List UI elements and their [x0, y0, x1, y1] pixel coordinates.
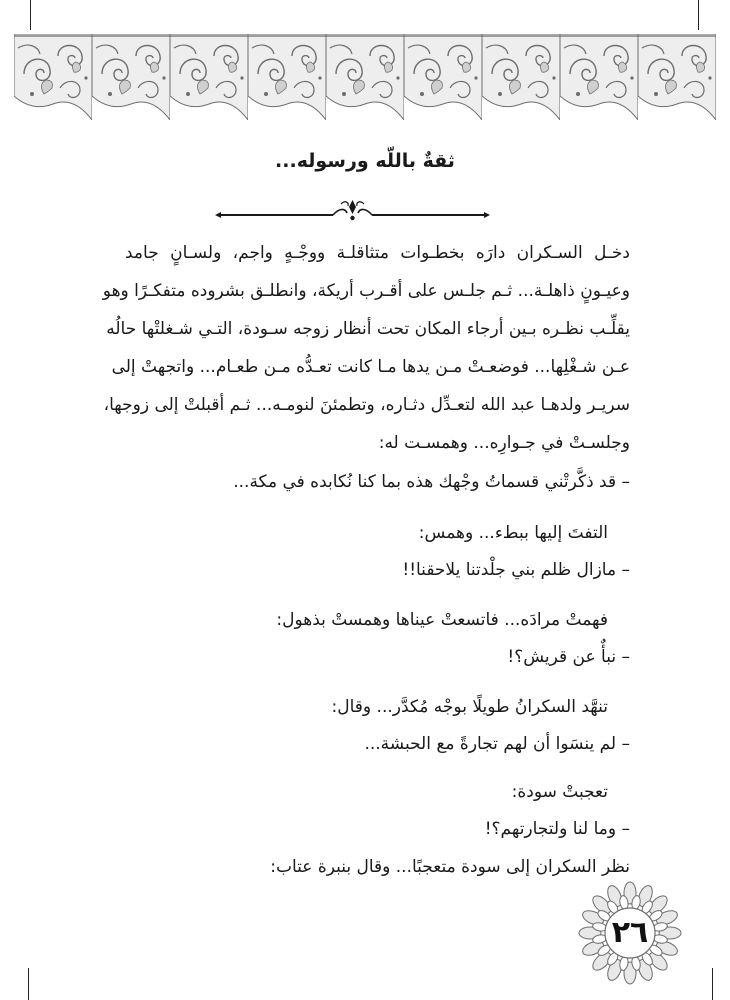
paragraph-line: يقلِّـب نظـره بـين أرجاء المكان تحت أنظار زوجه سـودة، التـي شـغلتْها حالُه	[106, 319, 630, 339]
dialogue-line: – وما لنا ولتجارتهم؟!	[484, 819, 630, 839]
crop-mark-bottom-left	[28, 968, 29, 1000]
paragraph-line: وعيـونٍ ذاهلـة... ثـم جلـس على أقـرب أريكة، وانطلـق بشروده متفكـرًا وهو	[102, 281, 630, 301]
paragraph-line: دخـل السـكران دارَه بخطـوات متثاقلـة ووجْـهٍ واجم، ولسـانٍ جامد	[125, 243, 630, 263]
ornamental-banner-icon	[14, 34, 716, 120]
dialogue-line: – لم ينسَوا أن لهم تجارةً مع الحبشة...	[364, 734, 630, 754]
narration-line: تنهَّد السكرانُ طويلًا بوجْه مُكدَّر... وقال:	[331, 697, 608, 717]
paragraph-line: سريـر ولدهـا عبد الله لتعـدِّل دثـاره، وتطمئنَ لنومـه... ثـم أقبلتْ إلى زوجها،	[103, 395, 630, 415]
narration-line: فهمتْ مرادَه... فاتسعتْ عيناها وهمستْ بذهول:	[276, 610, 608, 630]
flourish-divider-icon	[215, 196, 490, 224]
paragraph-line: وجلسـتْ في جـوارِه... وهمسـت له:	[378, 433, 630, 453]
narration-line: التفتَ إليها ببطء... وهمس:	[418, 523, 608, 543]
page-number: ٢٦	[611, 915, 649, 950]
crop-mark-bottom-right	[712, 968, 713, 1000]
crop-mark-top-right	[698, 0, 699, 30]
dialogue-line: – نبأٌ عن قريش؟!	[507, 647, 630, 667]
dialogue-line: – قد ذكَّرتْني قسماتُ وجْهك هذه بما كنا نُكابده في مكة...	[233, 472, 630, 492]
dialogue-line: – مازال ظلم بني جلْدتنا يلاحقنا!!	[402, 560, 630, 580]
narration-line: نظر السكران إلى سودة متعجبًا... وقال بنبرة عتاب:	[270, 857, 630, 877]
paragraph-line: عـن شـغْلِها... فوضعـتْ مـن يدها مـا كانت تعـدُّه مـن طعـام... واتجهتْ إلى	[111, 357, 630, 377]
section-heading: ثقةٌ باللّه ورسوله...	[275, 150, 455, 172]
narration-line: تعجبتْ سودة:	[511, 782, 608, 802]
crop-mark-top-left	[30, 0, 31, 30]
